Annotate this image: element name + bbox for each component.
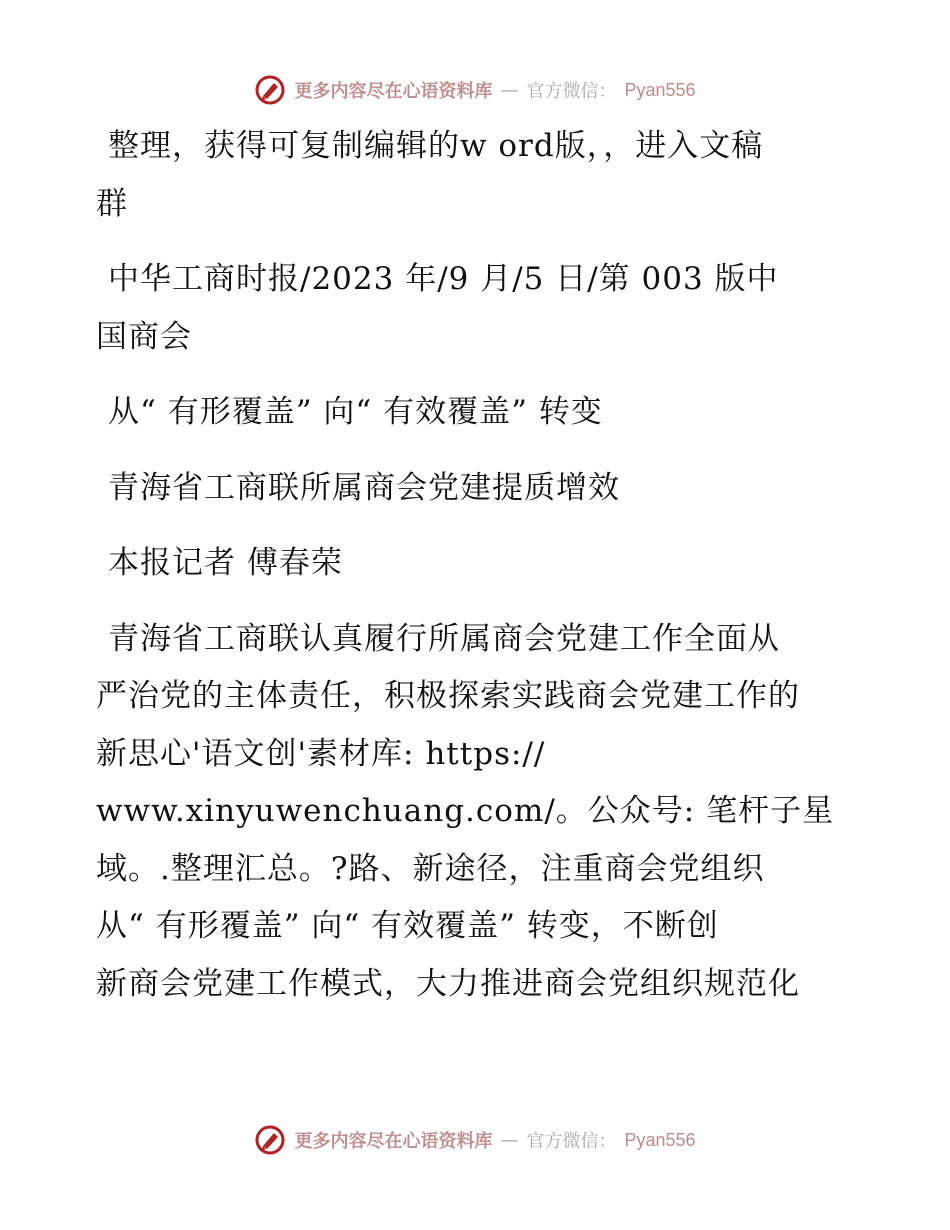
body-line-2: 严治党的主体责任，积极探索实践商会党建工作的 (96, 678, 800, 714)
watermark-dash: — (500, 79, 519, 101)
body-line-4: www.xinyuwenchuang.com/。公众号: 笔杆子星 (96, 793, 835, 829)
footer-watermark (0, 1120, 950, 1160)
body-line-7: 新商会党建工作模式，大力推进商会党组织规范化 (96, 965, 800, 1002)
source-paragraph (96, 251, 856, 366)
document-body (96, 118, 856, 1013)
article-headline (96, 384, 856, 442)
intro-line-1: 整理，获得可复制编辑的w ord版，，进入文稿 (108, 128, 764, 164)
watermark-account-id: Pyan556 (624, 79, 696, 100)
watermark-account-label: 官方微信： (526, 1131, 617, 1152)
pen-logo-icon (254, 1124, 286, 1156)
intro-paragraph (96, 118, 856, 233)
watermark-site-text: 更多内容尽在心语资料库 (294, 81, 493, 102)
intro-line-2: 群 (96, 185, 128, 222)
watermark-site-text: 更多内容尽在心语资料库 (294, 1131, 493, 1152)
subheadline-text: 青海省工商联所属商会党建提质增效 (108, 469, 620, 506)
body-line-6: 从“ 有形覆盖” 向“ 有效覆盖” 转变，不断创 (96, 908, 719, 944)
source-line-2: 国商会 (96, 318, 192, 355)
body-paragraph (96, 611, 856, 1014)
article-byline (96, 535, 856, 593)
body-line-3: 新思心'语文创'素材库: https:// (96, 735, 546, 772)
body-line-5: 域。.整理汇总。?路、新途径，注重商会党组织 (96, 850, 765, 887)
watermark-account-label: 官方微信： (526, 81, 617, 102)
body-line-1: 青海省工商联认真履行所属商会党建工作全面从 (108, 620, 780, 657)
header-watermark (0, 70, 950, 110)
article-subheadline (96, 460, 856, 518)
byline-text: 本报记者 傅春荣 (108, 545, 343, 581)
headline-text: 从“ 有形覆盖” 向“ 有效覆盖” 转变 (108, 394, 603, 430)
source-line-1: 中华工商时报/2023 年/9 月/5 日/第 003 版中 (108, 261, 779, 297)
watermark-account-id: Pyan556 (624, 1129, 696, 1150)
watermark-dash: — (500, 1129, 519, 1151)
pen-logo-icon (254, 74, 286, 106)
